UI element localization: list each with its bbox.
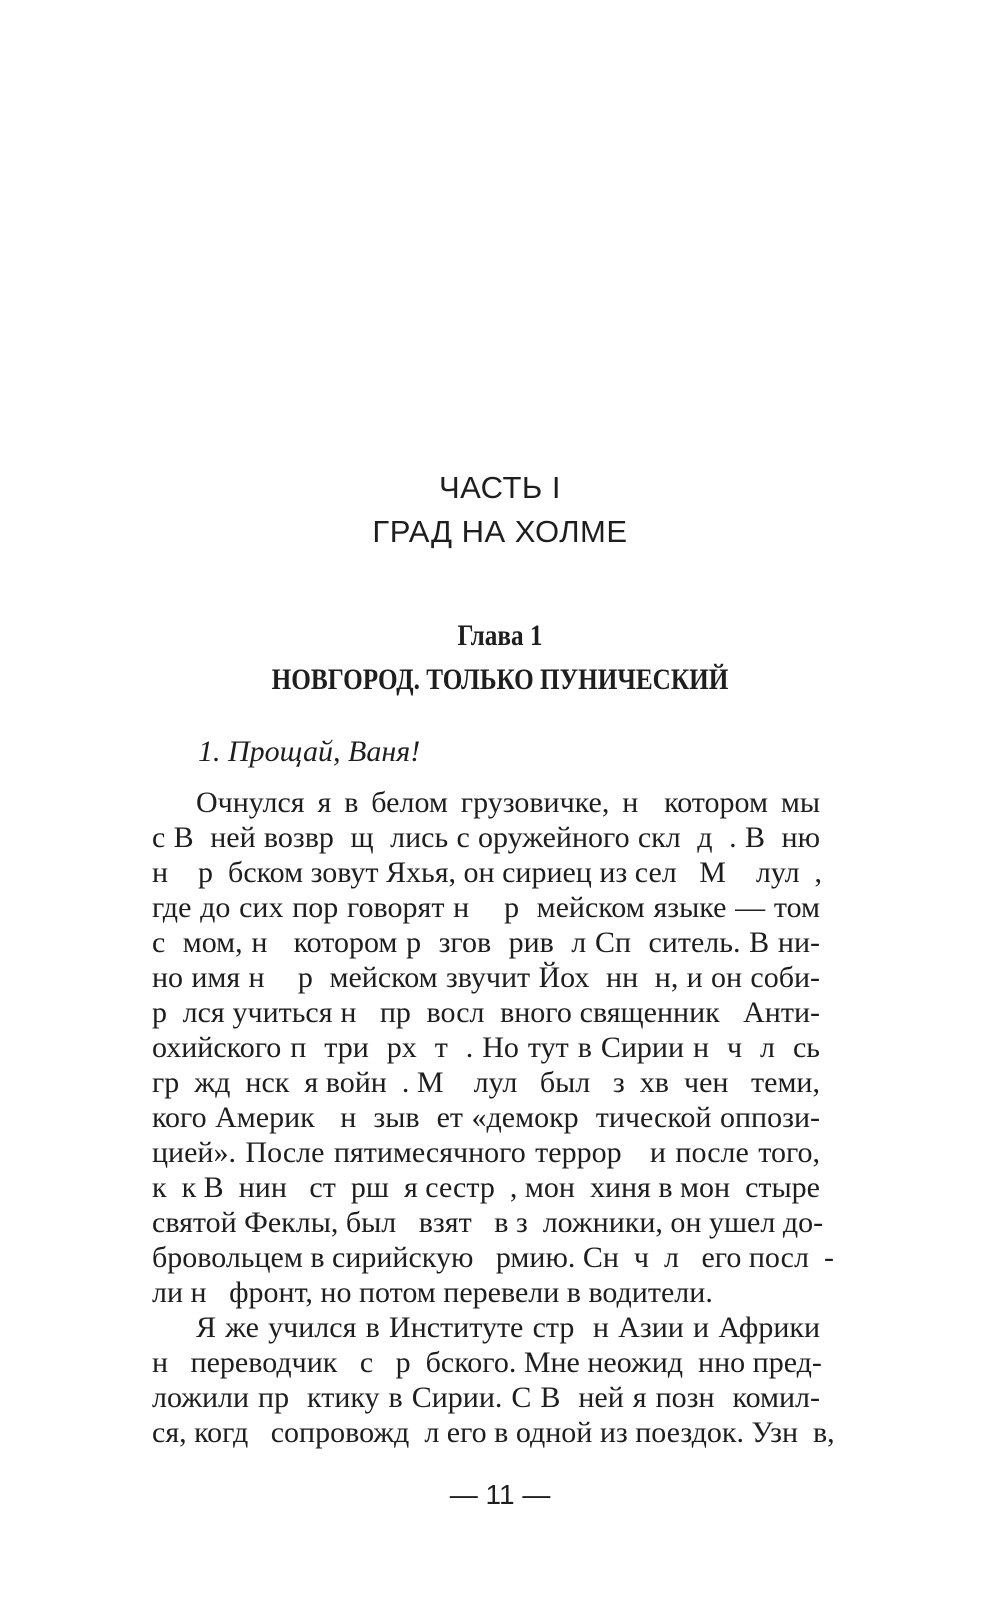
text-line: цией». После пятимесячного террор и после того, — [152, 1136, 820, 1169]
page-number: — 11 — — [449, 1479, 551, 1510]
text-line: ложили пр ктику в Сирии. С В ней я позн комил- — [152, 1381, 820, 1414]
text-line: гр жд нск я войн . М лул был з хв чен теми, — [152, 1066, 820, 1099]
text-line: где до сих пор говорят н р мейском языке — том — [152, 891, 820, 924]
part-label: ЧАСТЬ I — [438, 470, 562, 505]
section-title: 1. Прощай, Ваня! — [198, 735, 421, 768]
chapter-heading — [0, 614, 1000, 702]
chapter-label: Глава 1 — [457, 619, 543, 652]
text-line: н переводчик с р бского. Мне неожид нно пред- — [152, 1346, 822, 1379]
part-heading — [0, 466, 1000, 554]
text-line: с мом, н котором р згов рив л Сп ситель. В ни- — [152, 926, 820, 959]
text-line: к к В нин ст рш я сестр , мон хиня в мон стыре — [152, 1171, 820, 1204]
text-line: с В ней возвр щ лись с оружейного скл д . В ню — [152, 821, 820, 854]
chapter-title: НОВГОРОД. ТОЛЬКО ПУНИЧЕСКИЙ — [271, 663, 729, 696]
text-line: кого Америк н зыв ет «демокр тической оппози- — [152, 1101, 820, 1134]
text-line: н р бском зовут Яхья, он сириец из сел М лул , — [152, 856, 823, 889]
text-line: Я же учился в Институте стр н Азии и Африки — [196, 1311, 820, 1344]
text-line: но имя н р мейском звучит Йох нн н, и он соби- — [152, 961, 820, 994]
text-line: святой Феклы, был взят в з ложники, он ушел до- — [152, 1206, 824, 1239]
text-line: охийского п три рх т . Но тут в Сирии н ч л сь — [152, 1031, 820, 1064]
text-line: р лся учиться н пр восл вного священник Анти- — [152, 996, 820, 1029]
text-line: бровольцем в сирийскую рмию. Сн ч л его посл - — [152, 1241, 834, 1274]
body-text — [152, 785, 835, 1450]
text-line: ли н фронт, но потом перевели в водители. — [152, 1276, 713, 1309]
text-line: Очнулся я в белом грузовичке, н котором мы — [196, 786, 820, 819]
part-title: ГРАД НА ХОЛМЕ — [372, 514, 628, 549]
text-line: ся, когд сопровожд л его в одной из поездок. Узн в, — [152, 1416, 835, 1449]
